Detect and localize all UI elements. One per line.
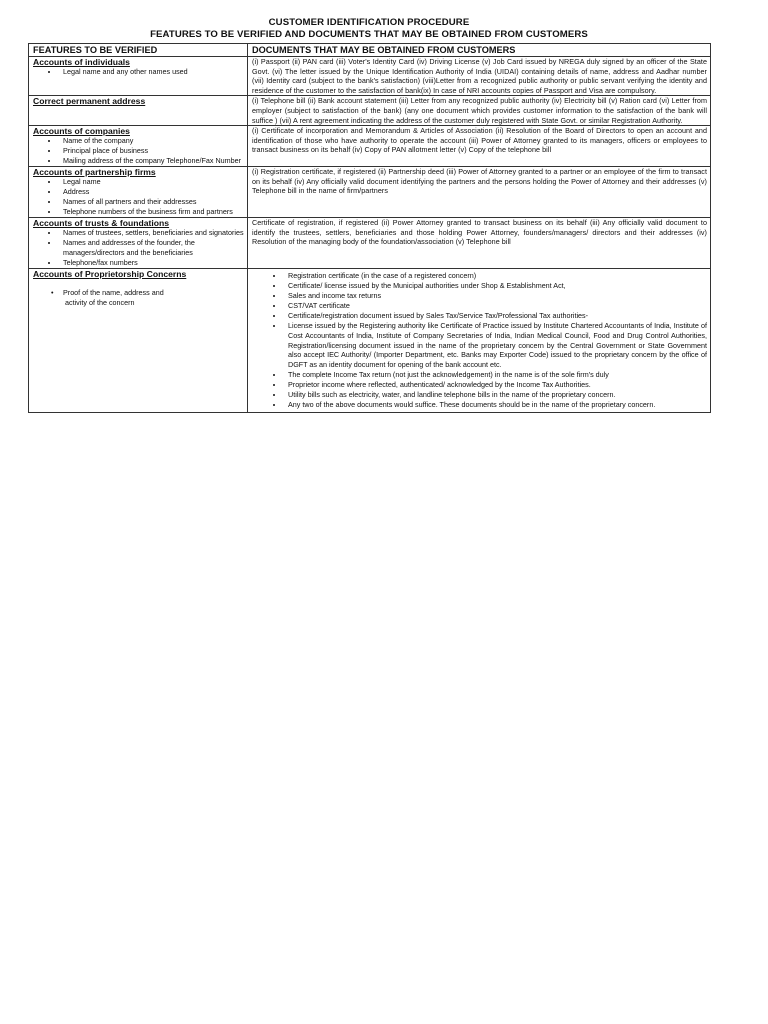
documents-list bbox=[252, 271, 707, 410]
feature-item: • Telephone/fax numbers bbox=[59, 258, 244, 268]
document-item: • Certificate/ license issued by the Municipal authorities under Shop & Establishment Act, bbox=[284, 281, 707, 291]
feature-item-continued: activity of the concern bbox=[65, 298, 135, 308]
features-cell bbox=[29, 218, 248, 269]
feature-item: • Names of all partners and their addresses bbox=[59, 197, 244, 207]
documents-cell: (i) Passport (ii) PAN card (iii) Voter's Identity Card (iv) Driving License (v) Job Card issued by NREGA duly signed by an officer of the State Govt. (vi) The letter issued by the Unique Identification Authority of India (UIDAI) containing details of name, address and Aadhar number (vii) Identity card (subject to the bank's satisfaction) (viii)Letter from a recognized public authority or public servant verifying the identity and residence of the customer to the satisfaction of bank(ix) In case of NRI accounts copies of Passport and Visa are compulsory. bbox=[248, 57, 711, 96]
document-item: • The complete Income Tax return (not just the acknowledgement) in the name is of the sole firm's duly bbox=[284, 370, 707, 380]
features-cell bbox=[29, 126, 248, 167]
documents-cell bbox=[248, 269, 711, 413]
feature-item: • Legal name bbox=[59, 177, 244, 187]
section-heading: Accounts of partnership firms bbox=[33, 167, 156, 178]
table-row-accounts-of-trusts-foundations bbox=[29, 218, 711, 269]
feature-list bbox=[33, 177, 244, 217]
feature-list bbox=[33, 228, 244, 268]
feature-item: • Mailing address of the company Telephone/Fax Number bbox=[59, 156, 244, 166]
features-cell bbox=[29, 57, 248, 96]
feature-item: • Name of the company bbox=[59, 136, 244, 146]
section-heading: Accounts of companies bbox=[33, 126, 130, 137]
feature-item: • Principal place of business bbox=[59, 146, 244, 156]
features-cell bbox=[29, 269, 248, 413]
section-heading: Accounts of trusts & foundations bbox=[33, 218, 170, 229]
documents-cell: Certificate of registration, if registered (ii) Power Attorney granted to transact business on its behalf (iii) Any officially valid document to identify the trustees, settlers, beneficiaries and those holding Power Attorney, founders/managers/ directors and their addresses (iv) Resolution of the managing body of the foundation/association (v) Telephone bill bbox=[248, 218, 711, 269]
document-item: • Registration certificate (in the case of a registered concern) bbox=[284, 271, 707, 281]
section-heading: Correct permanent address bbox=[33, 96, 146, 107]
document-item: • Utility bills such as electricity, water, and landline telephone bills in the name of the proprietary concern. bbox=[284, 390, 707, 400]
feature-list bbox=[33, 67, 244, 77]
table-row-accounts-of-partnership-firms bbox=[29, 167, 711, 218]
feature-item: • Telephone numbers of the business firm and partners bbox=[59, 207, 244, 217]
feature-item: • Proof of the name, address and bbox=[51, 288, 164, 298]
feature-item: • Names and addresses of the founder, the managers/directors and the beneficiaries bbox=[59, 238, 244, 258]
table-row-proprietorship bbox=[29, 269, 711, 413]
feature-list bbox=[33, 136, 244, 166]
document-item: • Certificate/registration document issued by Sales Tax/Service Tax/Professional Tax authorities- bbox=[284, 311, 707, 321]
bullet-icon: • bbox=[51, 288, 54, 298]
table-row-correct-permanent-address bbox=[29, 96, 711, 126]
section-heading: Accounts of Proprietorship Concerns bbox=[33, 269, 187, 280]
document-item: • Proprietor income where reflected, authenticated/ acknowledged by the Income Tax Authorities. bbox=[284, 380, 707, 390]
feature-list bbox=[33, 288, 244, 308]
document-title: CUSTOMER IDENTIFICATION PROCEDURE bbox=[268, 17, 470, 28]
documents-cell: (i) Certificate of incorporation and Memorandum & Articles of Association (ii) Resolution of the Board of Directors to open an account and identification of those who have authority to operate the account (iii) Power of Attorney granted to its managers, officers or employees to transact business on its behalf (iv) Copy of PAN allotment letter (v) Copy of the telephone bill bbox=[248, 126, 711, 167]
document-item: • Any two of the above documents would suffice. These documents should be in the name of the proprietary concern. bbox=[284, 400, 707, 410]
documents-cell: (i) Telephone bill (ii) Bank account statement (iii) Letter from any recognized public authority (iv) Electricity bill (v) Ration card (vi) Letter from employer (subject to satisfaction of the bank) (any one document which provides customer information to the satisfaction of the bank will suffice ) (vii) A rent agreement indicating the address of the customer duly registered with State Govt. or similar Registration Authority. bbox=[248, 96, 711, 126]
feature-item: • Legal name and any other names used bbox=[59, 67, 244, 77]
features-cell bbox=[29, 96, 248, 126]
feature-item: • Address bbox=[59, 187, 244, 197]
column-header-features: FEATURES TO BE VERIFIED bbox=[29, 44, 248, 57]
table-header-row bbox=[29, 44, 711, 57]
document-item: • Sales and income tax returns bbox=[284, 291, 707, 301]
document-item: • CST/VAT certificate bbox=[284, 301, 707, 311]
table-row-accounts-of-individuals bbox=[29, 57, 711, 96]
section-heading: Accounts of individuals bbox=[33, 57, 130, 67]
document-subtitle: FEATURES TO BE VERIFIED AND DOCUMENTS THAT MAY BE OBTAINED FROM CUSTOMERS bbox=[150, 29, 588, 40]
feature-item: • Names of trustees, settlers, beneficiaries and signatories bbox=[59, 228, 244, 238]
table-row-accounts-of-companies bbox=[29, 126, 711, 167]
column-header-documents: DOCUMENTS THAT MAY BE OBTAINED FROM CUSTOMERS bbox=[248, 44, 711, 57]
document-item: • License issued by the Registering authority like Certificate of Practice issued by Institute Chartered Accountants of India, Institute of Cost Accountants of India, Institute of Company Secretaries of India, Indian Medical Council, Food and Drug Control Authorities, Registration/licensing document issued in the name of the proprietary concern by the Central Government or State Government also accept IEC Authority/ (Importer Department, etc. Banks may Exporter Code) issued to the proprietary concern by the office of DGFT as an identity document for opening of the bank account etc. bbox=[284, 321, 707, 371]
cip-table bbox=[28, 43, 711, 413]
features-cell bbox=[29, 167, 248, 218]
table-body bbox=[29, 57, 711, 413]
documents-cell: (i) Registration certificate, if registered (ii) Partnership deed (iii) Power of Attorney granted to a partner or an employee of the firm to transact on its behalf (iv) Any officially valid document identifying the partners and the persons holding the Power of Attorney and their addresses (v) Telephone bill in the name of firm/partners bbox=[248, 167, 711, 218]
